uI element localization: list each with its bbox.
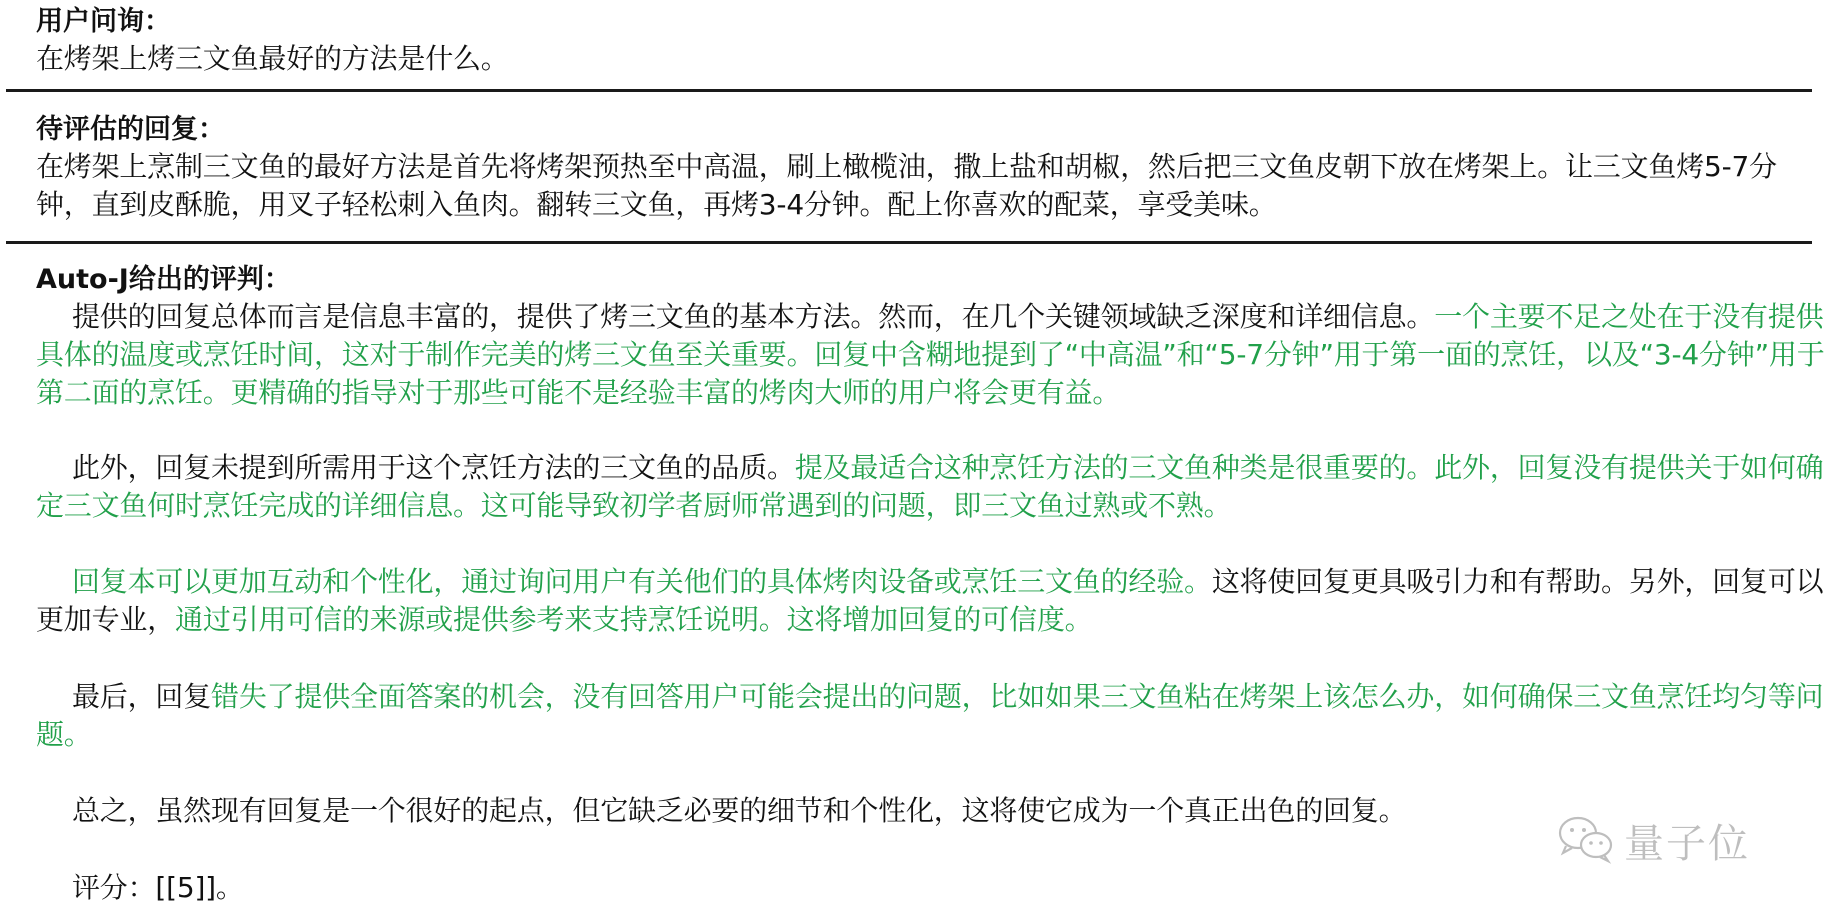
critique-p3-highlight-a: 回复本可以更加互动和个性化，通过询问用户有关他们的具体烤肉设备或烹饪三文鱼的经验。 — [72, 565, 1212, 598]
critique-p3-plain: 这将使回复更具吸引力和有帮助。另外，回复可以更加专业， — [36, 565, 1824, 636]
response-section — [36, 112, 1826, 224]
watermark-text: 量子位 — [1624, 821, 1750, 867]
critique-p1-plain: 提供的回复总体而言是信息丰富的，提供了烤三文鱼的基本方法。然而，在几个关键领域缺乏深度和详细信息。 — [72, 300, 1435, 333]
response-heading: 待评估的回复： — [36, 114, 225, 145]
critique-heading: Auto-J给出的评判： — [36, 264, 291, 295]
critique-score — [36, 869, 1826, 907]
wechat-icon — [1556, 813, 1616, 869]
user-query-section — [36, 4, 1826, 78]
response-text: 在烤架上烹制三文鱼的最好方法是首先将烤架预热至中高温，刷上橄榄油，撒上盐和胡椒，然后把三文鱼皮朝下放在烤架上。让三文鱼烤5-7分钟，直到皮酥脆，用叉子轻松刺入鱼肉。翻转三文鱼，再烤3-4分钟。配上你喜欢的配菜，享受美味。 — [36, 150, 1777, 221]
critique-paragraph-4 — [36, 678, 1826, 754]
watermark — [1556, 812, 1750, 869]
critique-p2-highlight: 提及最适合这种烹饪方法的三文鱼种类是很重要的。此外，回复没有提供关于如何确定三文鱼何时烹饪完成的详细信息。这可能导致初学者厨师常遇到的问题，即三文鱼过熟或不熟。 — [36, 451, 1824, 522]
user-query-text: 在烤架上烤三文鱼最好的方法是什么。 — [36, 42, 509, 75]
critique-p2-plain: 此外，回复未提到所需用于这个烹饪方法的三文鱼的品质。 — [72, 451, 795, 484]
critique-p5-plain: 总之，虽然现有回复是一个很好的起点，但它缺乏必要的细节和个性化，这将使它成为一个真正出色的回复。 — [72, 794, 1407, 827]
critique-paragraph-2 — [36, 449, 1826, 525]
divider-1 — [6, 89, 1812, 92]
critique-paragraph-1 — [36, 298, 1826, 412]
critique-p1-highlight: 一个主要不足之处在于没有提供具体的温度或烹饪时间，这对于制作完美的烤三文鱼至关重要。回复中含糊地提到了“中高温”和“5-7分钟”用于第一面的烹饪，以及“3-4分钟”用于第二面的烹饪。更精确的指导对于那些可能不是经验丰富的烤肉大师的用户将会更有益。 — [36, 300, 1825, 409]
critique-score-text: 评分：[[5]]。 — [72, 871, 244, 904]
user-query-heading: 用户问询： — [36, 6, 171, 37]
critique-paragraph-3 — [36, 563, 1826, 639]
critique-p3-highlight-b: 通过引用可信的来源或提供参考来支持烹饪说明。这将增加回复的可信度。 — [175, 603, 1093, 636]
divider-2 — [6, 241, 1812, 244]
critique-p4-plain: 最后，回复 — [72, 680, 212, 713]
critique-p4-highlight: 错失了提供全面答案的机会，没有回答用户可能会提出的问题，比如如果三文鱼粘在烤架上该怎么办，如何确保三文鱼烹饪均匀等问题。 — [36, 680, 1824, 751]
